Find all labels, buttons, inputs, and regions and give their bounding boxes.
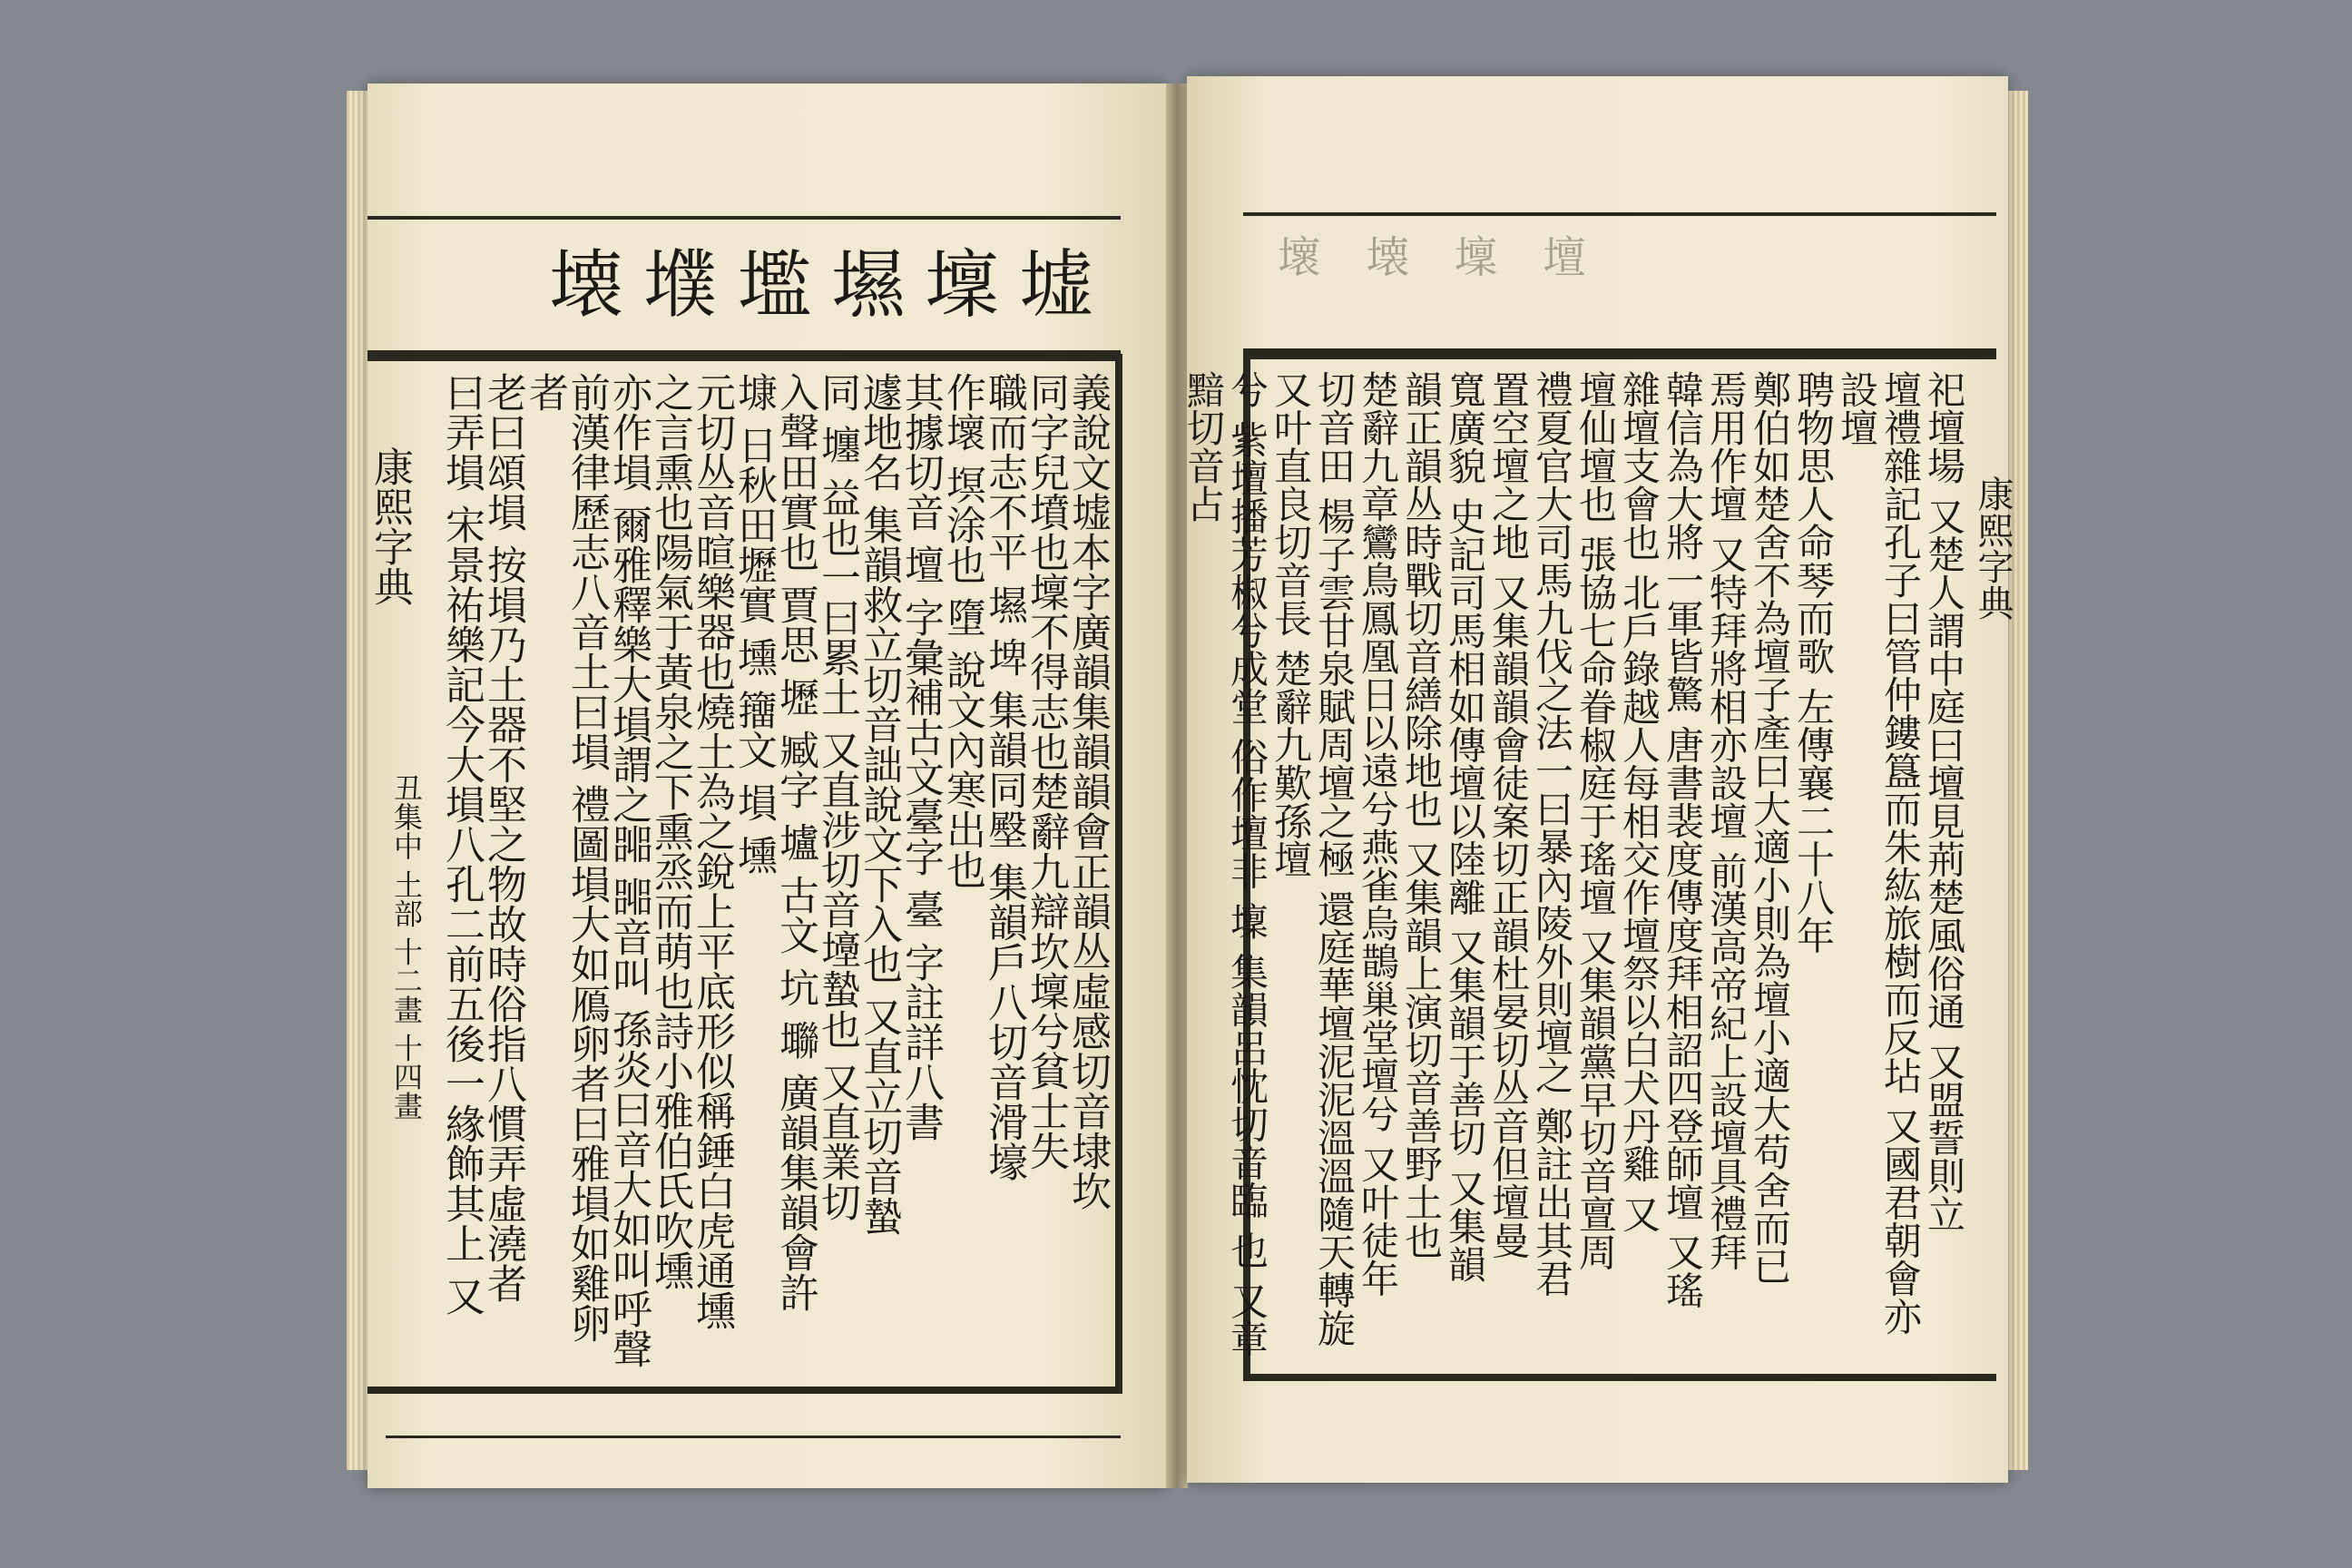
margin-title: 康熙字典 (367, 446, 413, 606)
text-column: 其據切音 壇 字彙補古文臺字 臺 字註詳八書 (897, 372, 944, 1142)
text-column: 作壞 塓涂也 墮 說文內寒出也 (939, 372, 985, 889)
text-column: 寬廣貌 史記司馬相如傳壇以陸離 又集韻于善切 又集韻 (1443, 370, 1487, 1284)
right-frame-bottom (1243, 1374, 1996, 1381)
text-column: 楚辭九章鸞鳥鳳凰日以遠兮燕雀烏鵲巢堂壇兮 又叶徒年 (1356, 370, 1400, 1298)
header-glyph: 壈 (1454, 232, 1498, 283)
text-column: 遽地名 集韻救立切音詘說文下入也 又直立切音蟄 (856, 372, 902, 1236)
text-column: 又叶直良切音長 楚辭九歎孫壇 (1269, 370, 1313, 878)
header-glyph: 壇 (1542, 232, 1586, 283)
left-frame-bottom (368, 1387, 1121, 1394)
text-column: 前漢律歷志八音土曰塤 禮圖塤大如鴈卵者曰雅塤如雞卵者 (522, 372, 610, 1343)
text-column: 雜壇支會也 北戶錄越人每相交作壇祭以白犬丹雞 又 (1617, 370, 1661, 1233)
header-glyph: 壞 (1278, 232, 1322, 283)
text-column: 同 㙻 益也一曰累土 又直涉切音㙵蟄也 又直業切 (814, 372, 860, 1221)
right-margin-title: 康熙字典 (1972, 475, 2014, 621)
header-glyph: 㙷 (830, 242, 906, 328)
left-frame-top (368, 354, 1121, 361)
text-column: 同字兒墳也壈不得志也楚辭九辯坎壈兮貧士失 (1023, 372, 1069, 1171)
text-column: 切音田 楊子雲甘泉賦周壇之極 還庭華壇泥泥溫溫隨天轉旋 (1312, 370, 1357, 1348)
right-frame-top (1243, 352, 1996, 359)
left-footer-rule (386, 1436, 1121, 1438)
left-header-glyph-row (549, 227, 1093, 345)
left-body-text (438, 372, 1111, 1379)
text-column: 義說文墟本字廣韻集韻韻會正韻丛虛感切音埭坎 (1064, 372, 1111, 1210)
right-page (1181, 76, 2014, 1483)
text-column: 入聲田實也 賈思 壢 臧字 壚 古文 坑 壣 廣韻集韻會許 (772, 372, 818, 1312)
margin-section: 丑集中 土部 十二畫 十四畫 (389, 773, 424, 1121)
text-column: 置空壇之地 又集韻韻會徒案切正韻杜晏切丛音但壇曼 (1486, 370, 1531, 1259)
header-glyph: 㙸 (642, 242, 718, 328)
text-column: 老曰頌塤 按塤乃土器不堅之物故時俗指八慣弄虛澆者 (480, 372, 526, 1303)
text-column: 之言熏也陽氣于黃泉之下熏烝而萌也詩小雅伯氏吹壎 (647, 372, 693, 1290)
right-header-top-rule (1243, 212, 1996, 216)
header-glyph: 壊 (1366, 232, 1410, 283)
left-page (368, 83, 1166, 1488)
text-column: 韻正韻丛時戰切音繕除地也 又集韻上演切音善野土也 (1399, 370, 1444, 1259)
left-frame-right (1115, 354, 1122, 1394)
text-column: 焉用作壇 又特拜將相亦設壇 前漢高帝紀上設壇具禮拜 (1704, 370, 1749, 1271)
right-header-glyph-row (1278, 221, 1586, 294)
text-column: 元切丛音暄樂器也燒土為之銳上平底形似稱錘白虎通壎 (689, 372, 735, 1330)
right-body-text (1181, 370, 1966, 1368)
text-column: 聘物思人命琴而歌 左傳襄二十八年 (1791, 370, 1836, 955)
text-column: 曰弄塤 宋景祐樂記今大塤八孔二前五後一緣飾其上 又 (438, 372, 485, 1316)
header-glyph: 壊 (549, 242, 624, 328)
left-header-top-rule (368, 216, 1121, 220)
text-column: 祀壇場 又楚人謂中庭曰壇見荊楚風俗通 又盟誓則立 (1922, 370, 1966, 1233)
text-column: 韓信為大將一軍皆驚 唐書裴度傳度拜相詔四登師壇 又瑤 (1661, 370, 1705, 1309)
text-column: 鄭伯如楚舍不為壇子產曰大適小則為壇小適大苟舍而已 (1748, 370, 1792, 1285)
text-column: 兮 紫壇播芳椒兮成堂 俗作壇非 壈 集韻呂忱切音臨 也 又章黯切音占 (1181, 370, 1269, 1358)
text-column: 𡐓 日秋田壢實 壎 籒文 塤 壎 (730, 372, 777, 875)
text-column: 禮夏官大司馬九伐之法一曰暴內陵外則壇之 鄭註出其君 (1530, 370, 1574, 1298)
text-column: 壇仙壇也 張協七命眷椒庭于瑤壇 又集韻黨早切音亶周 (1573, 370, 1618, 1271)
text-column: 亦作塤 爾雅釋樂大塤謂之嘂 嘂音叫 孫炎曰音大如叫呼聲 (605, 372, 652, 1368)
header-glyph: 壈 (925, 242, 1000, 328)
header-glyph: 壏 (737, 242, 812, 328)
text-column: 職而志不平 㙷 埤 集韻同壂 集韻戶八切音滑壕 (981, 372, 1027, 1181)
header-glyph: 墟 (1018, 242, 1093, 328)
text-column: 壇禮雜記孔子曰管仲鏤簋而朱紘旅樹而反坫 又國君朝會亦設壇 (1835, 370, 1923, 1336)
